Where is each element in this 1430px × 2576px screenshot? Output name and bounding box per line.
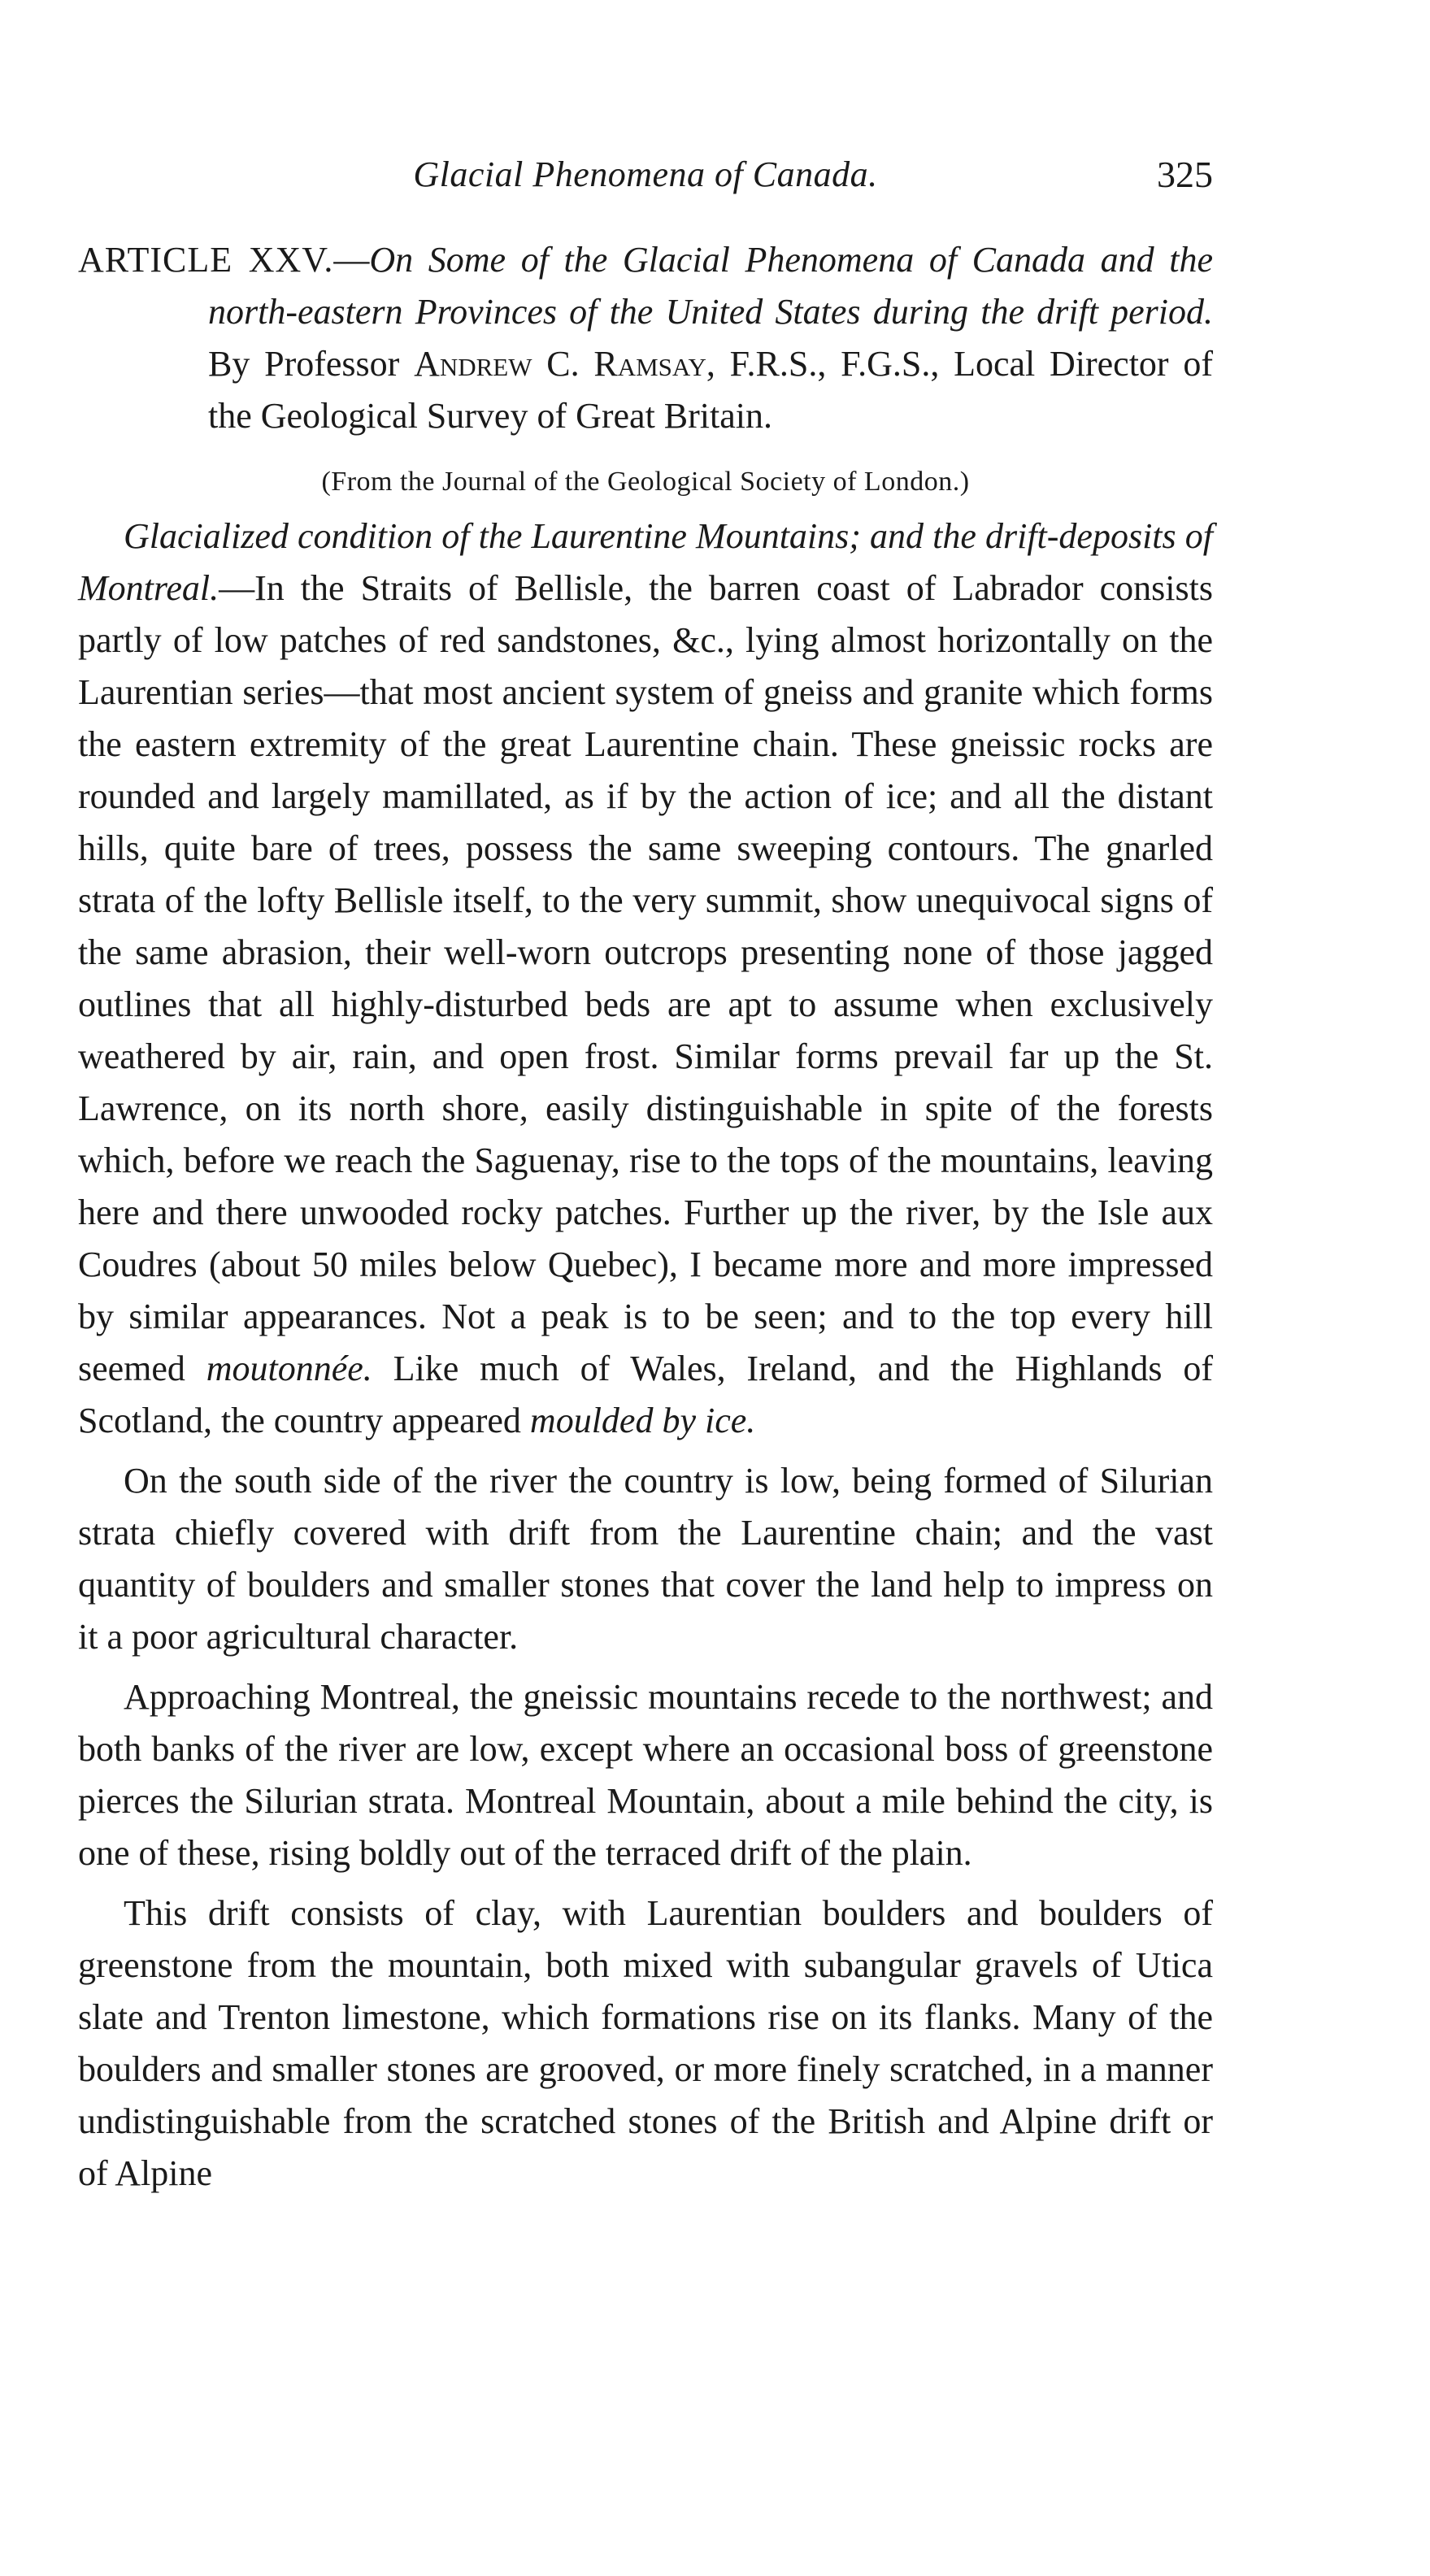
book-page: [78, 146, 1213, 2200]
paragraph-drift-composition: This drift consists of clay, with Laurentian boulders and boulders of greenstone from the mountain, both mixed with subangular gravels of Utica slate and Trenton limestone, which formations rise on its flanks. Many of the boulders and smaller stones are grooved, or more finely scratched, in a manner undistinguishable from the scratched stones of the British and Alpine drift or of Alpine: [78, 1893, 1213, 2193]
running-title: Glacial Phenomena of Canada.: [413, 154, 878, 194]
article-heading: [78, 234, 1213, 442]
italic-term: moutonnée.: [206, 1349, 372, 1388]
source-note: (From the Journal of the Geological Society of London.): [321, 467, 970, 497]
paragraph-glacialized-condition: [78, 510, 1213, 1447]
paragraph-approaching-montreal: Approaching Montreal, the gneissic mountains recede to the northwest; and both banks of the river are low, except where an occasional boss of greenstone pierces the Silurian strata. Montreal Mountain, about a mile behind the city, is one of these, rising boldly out of the terraced drift of the plain.: [78, 1677, 1213, 1873]
paragraph-text: —In the Straits of Bellisle, the barren coast of Labrador consists partly of low patches of red sandstones, &c., lying almost horizontally on the Laurentian series—that most ancient system of gneiss and granite which forms the eastern extremity of the great Laurentine chain. These gneissic rocks are rounded and largely mamillated, as if by the action of ice; and all the distant hills, quite bare of trees, possess the same sweeping contours. The gnarled strata of the lofty Bellisle itself, to the very summit, show unequivocal signs of the same abrasion, their well-worn outcrops presenting none of those jagged outlines that all highly-disturbed beds are apt to assume when exclusively weathered by air, rain, and open frost. Similar forms prevail far up the St. Lawrence, on its north shore, easily distinguishable in spite of the forests which, before we reach the Saguenay, rise to the tops of the mountains, leaving here and there unwooded rocky patches. Further up the river, by the Isle aux Coudres (about 50 miles below Quebec), I became more and more impressed by similar appearances. Not a peak is to be seen; and to the top every hill seemed: [78, 568, 1213, 1388]
running-head: [78, 146, 1213, 203]
author-name: Andrew C. Ramsay: [414, 344, 706, 384]
paragraph-lead-heading: Glacialized condition of the Laurentine Mountains; and the drift-deposits of Montreal.: [78, 516, 1213, 608]
paragraph-south-side: On the south side of the river the country is low, being formed of Silurian strata chiefly covered with drift from the Laurentine chain; and the vast quantity of boulders and smaller stones that cover the land help to impress on it a poor agricultural character.: [78, 1461, 1213, 1657]
article-subject: On Some of the Glacial Phenomena of Canada and the north-eastern Provinces of the United States during the drift period.: [208, 240, 1214, 332]
article-label: ARTICLE XXV.: [78, 240, 334, 280]
paragraph-text: Like much of Wales, Ireland, and the Highlands of Scotland, the country appeared: [78, 1349, 1213, 1440]
italic-term: moulded by ice.: [529, 1401, 756, 1440]
byline-prefix: By Professor: [208, 344, 415, 384]
page-number: 325: [1157, 154, 1213, 195]
heading-dash: —: [333, 240, 370, 280]
author-credentials: , F.R.S., F.G.S., Local Director of the Geological Survey of Great Britain.: [208, 344, 1213, 436]
